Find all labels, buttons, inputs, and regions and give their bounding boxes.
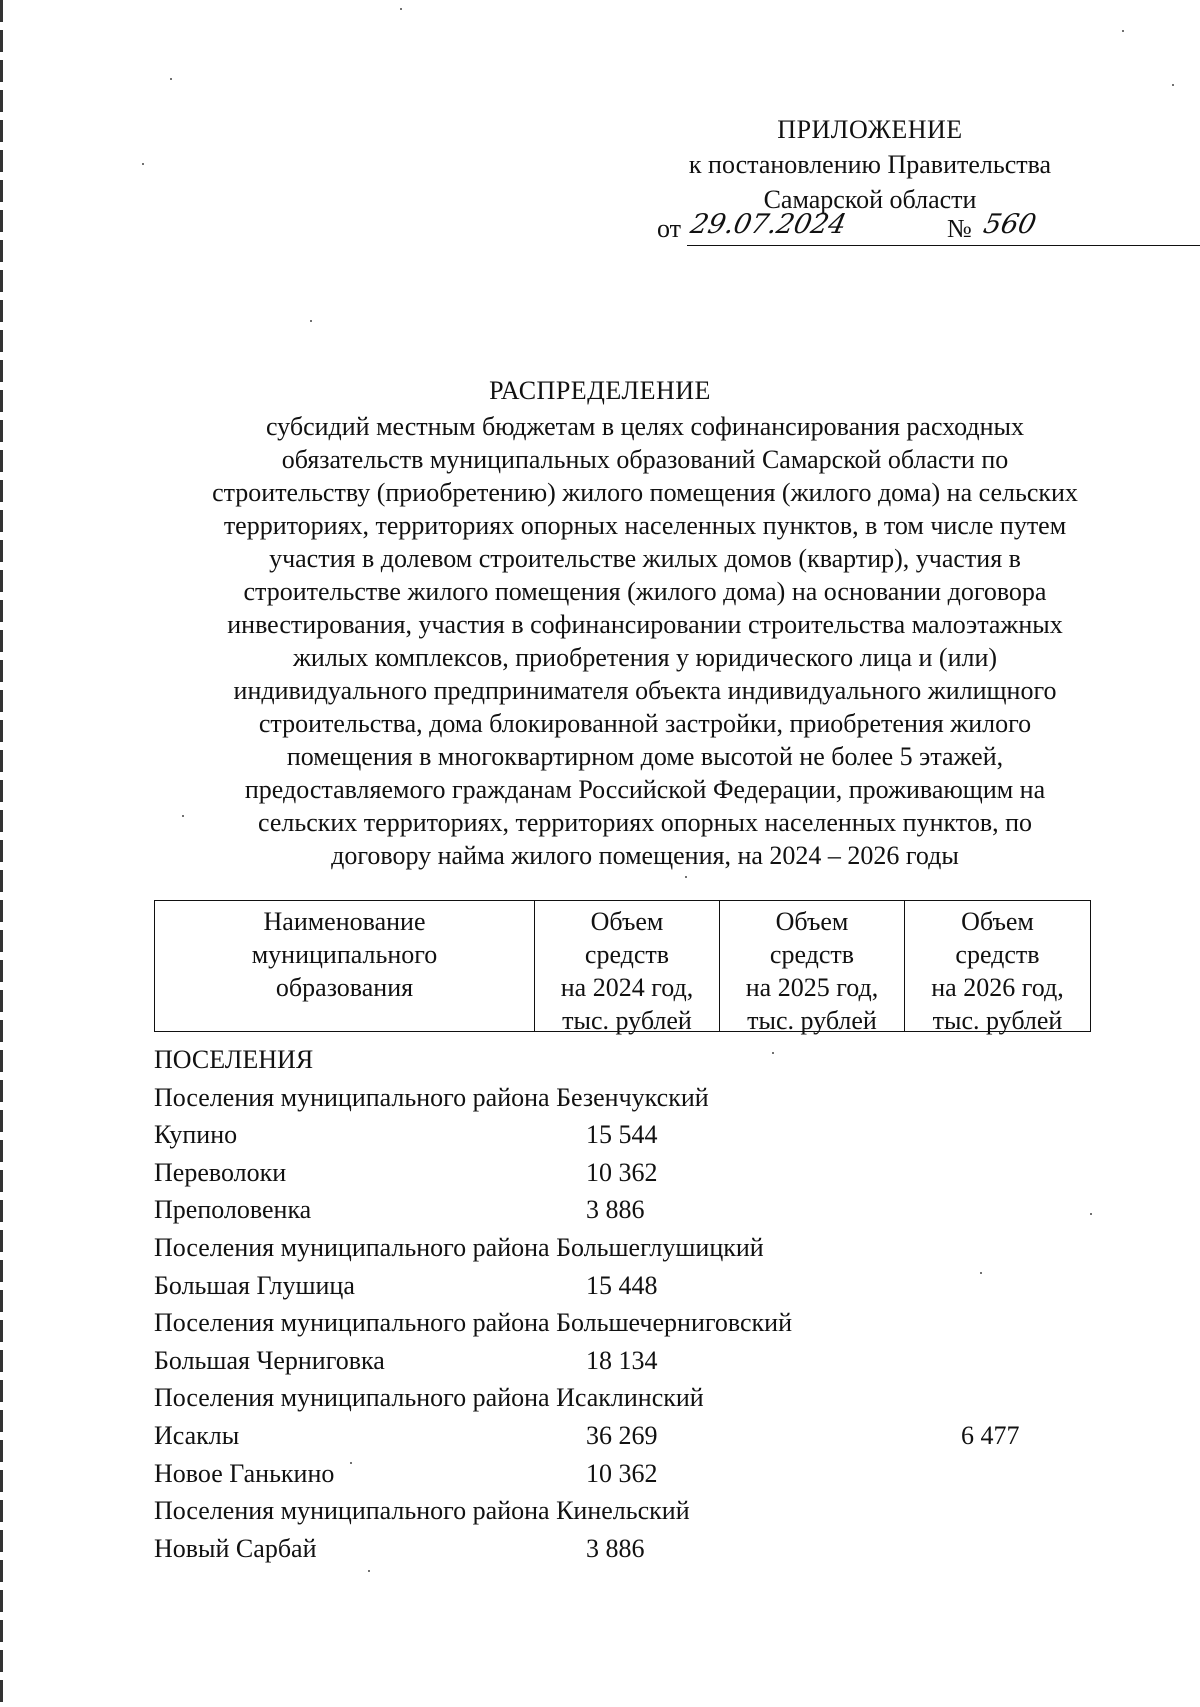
scan-speck [772, 1052, 774, 1054]
header-line: Наименование [263, 907, 426, 936]
header-line: средств [584, 940, 670, 969]
header-line: на 2026 год, [931, 973, 1064, 1002]
scan-speck [182, 815, 184, 817]
amount-2024: 10 362 [586, 1158, 658, 1187]
description-line: строительстве жилого помещения (жилого дома) на основании договора [243, 577, 1047, 606]
amount-2026: 6 477 [961, 1421, 1020, 1450]
header-line: тыс. рублей [747, 1006, 877, 1035]
appendix-line-2: Самарской области [763, 185, 977, 214]
amount-2024: 10 362 [586, 1459, 658, 1488]
header-col-2026 [905, 901, 1090, 1035]
municipality-name: Поселения муниципального района Кинельский [154, 1496, 690, 1525]
amount-2024: 3 886 [586, 1195, 645, 1224]
amount-2024: 36 269 [586, 1421, 658, 1450]
header-line: тыс. рублей [932, 1006, 1063, 1035]
number-label: № [947, 214, 972, 243]
header-line: тыс. рублей [562, 1006, 692, 1035]
header-line: на 2025 год, [745, 973, 879, 1002]
description-line: индивидуального предпринимателя объекта индивидуального жилищного [233, 676, 1057, 705]
document-description [150, 410, 1140, 872]
description-line: территориях, территориях опорных населенных пунктов, в том числе путем [223, 511, 1067, 540]
description-line: строительству (приобретению) жилого помещения (жилого дома) на сельских [212, 478, 1078, 507]
description-line: договору найма жилого помещения, на 2024 – 2026 годы [331, 841, 959, 870]
municipality-name: Поселения муниципального района Безенчукский [154, 1083, 709, 1112]
amount-2024: 15 448 [586, 1271, 658, 1300]
scan-speck [1090, 1213, 1092, 1215]
description-line: субсидий местным бюджетам в целях софинансирования расходных [265, 412, 1025, 441]
municipality-name: Исаклы [154, 1421, 240, 1450]
scan-speck [170, 78, 172, 80]
scan-speck [142, 163, 144, 165]
header-line: Объем [961, 907, 1034, 936]
municipality-name: Купино [154, 1120, 238, 1149]
municipality-name: Большая Черниговка [154, 1346, 385, 1375]
scan-speck [400, 8, 402, 10]
amount-2024: 3 886 [586, 1534, 645, 1563]
header-line: образования [275, 973, 414, 1002]
handwritten-date: 29.07.2024 [687, 209, 849, 240]
description-line: участия в долевом строительстве жилых домов (квартир), участия в [269, 544, 1021, 573]
municipality-name: Поселения муниципального района Большеглушицкий [154, 1233, 764, 1262]
scan-speck [310, 320, 312, 322]
municipality-name: Преполовенка [154, 1195, 312, 1224]
description-line: помещения в многоквартирном доме высотой не более 5 этажей, [286, 742, 1004, 771]
header-line: средств [955, 940, 1040, 969]
header-col-name [155, 901, 535, 1031]
table-header [154, 900, 1091, 1035]
header-line: Объем [590, 907, 664, 936]
appendix-block [600, 112, 1140, 217]
date-underline [687, 245, 1200, 246]
amount-2024: 18 134 [586, 1346, 658, 1375]
description-line: строительства, дома блокированной застройки, приобретения жилого [258, 709, 1032, 738]
header-line: средств [769, 940, 855, 969]
description-line: инвестирования, участия в софинансировании строительства малоэтажных [227, 610, 1063, 639]
header-line: муниципального [251, 940, 438, 969]
municipality-name: Переволоки [154, 1158, 287, 1187]
scan-speck [685, 876, 687, 878]
scan-speck [368, 1570, 370, 1572]
municipality-name: Поселения муниципального района Исаклинский [154, 1383, 704, 1412]
appendix-line-1: к постановлению Правительства [688, 150, 1052, 179]
municipality-name: Новое Ганькино [154, 1459, 335, 1488]
municipality-name: Новый Сарбай [154, 1534, 317, 1563]
appendix-title: ПРИЛОЖЕНИЕ [777, 115, 963, 144]
scan-speck [1172, 84, 1174, 86]
number-underline [980, 245, 1066, 246]
date-label: от [657, 214, 682, 243]
description-line: предоставляемого гражданам Российской Федерации, проживающим на [244, 775, 1046, 804]
document-heading: РАСПРЕДЕЛЕНИЕ [489, 376, 711, 405]
municipality-name: ПОСЕЛЕНИЯ [154, 1045, 314, 1074]
header-col-2024 [535, 901, 720, 1035]
description-line: обязательств муниципальных образований Самарской области по [281, 445, 1009, 474]
amount-2024: 15 544 [586, 1120, 658, 1149]
header-line: Объем [775, 907, 849, 936]
description-line: жилых комплексов, приобретения у юридического лица и (или) [292, 643, 998, 672]
header-line: на 2024 год, [560, 973, 694, 1002]
municipality-name: Поселения муниципального района Большечерниговский [154, 1308, 793, 1337]
scan-edge [0, 0, 3, 1707]
header-col-2025 [720, 901, 905, 1035]
handwritten-number: 560 [980, 209, 1039, 240]
scan-speck [980, 1272, 982, 1274]
description-line: сельских территориях, территориях опорных населенных пунктов, по [257, 808, 1033, 837]
scan-speck [350, 1462, 352, 1464]
scan-speck [1122, 30, 1124, 32]
municipality-name: Большая Глушица [154, 1271, 355, 1300]
